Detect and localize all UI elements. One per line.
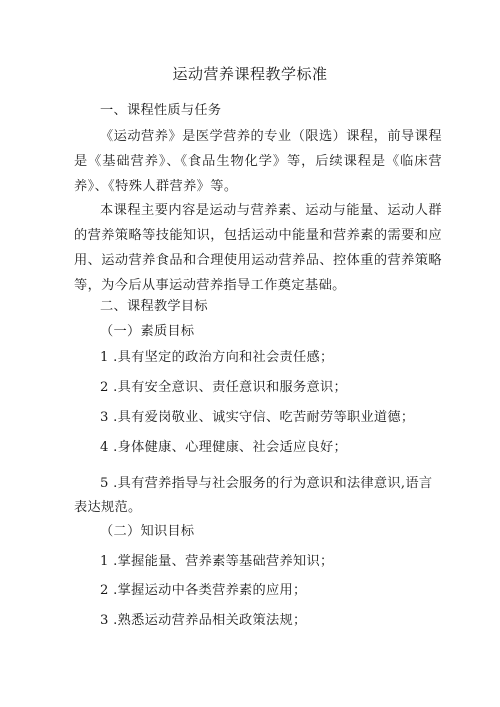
paragraph-course-content: 本课程主要内容是运动与营养素、运动与能量、运动人群的营养策略等技能知识，包括运动中能量和营养素的需要和应用、运动营养食品和合理使用运动营养品、控体重的营养策略等，为今后从事运动营养指导工作奠定基础。: [74, 203, 442, 293]
paragraph-course-nature: 《运动营养》是医学营养的专业（限选）课程，前导课程是《基础营养》、《食品生物化学》等，后续课程是《临床营养》、《特殊人群营养》等。: [74, 129, 442, 194]
list-item: 2 .具有安全意识、责任意识和服务意识；: [100, 380, 347, 395]
subsection-heading-knowledge: （二）知识目标: [100, 524, 195, 539]
list-item: 2 .掌握运动中各类营养素的应用；: [100, 583, 307, 598]
section-heading-1: 一、课程性质与任务: [100, 103, 222, 118]
list-item: 5 .具有营养指导与社会服务的行为意识和法律意识,语言表达规范。: [74, 476, 433, 515]
document-title: 运动营养课程教学标准: [172, 65, 328, 83]
list-item: 3 .具有爱岗敬业、诚实守信、吃苦耐劳等职业道德；: [100, 410, 415, 425]
subsection-heading-quality: （一）素质目标: [100, 324, 195, 339]
list-item: 1 .掌握能量、营养素等基础营养知识；: [100, 554, 334, 569]
list-item: 4 .身体健康、心理健康、社会适应良好；: [100, 440, 347, 455]
list-item: 3 .熟悉运动营养品相关政策法规；: [100, 613, 307, 628]
list-item: 1 .具有坚定的政治方向和社会责任感；: [100, 350, 334, 365]
section-heading-2: 二、课程教学目标: [100, 299, 208, 314]
